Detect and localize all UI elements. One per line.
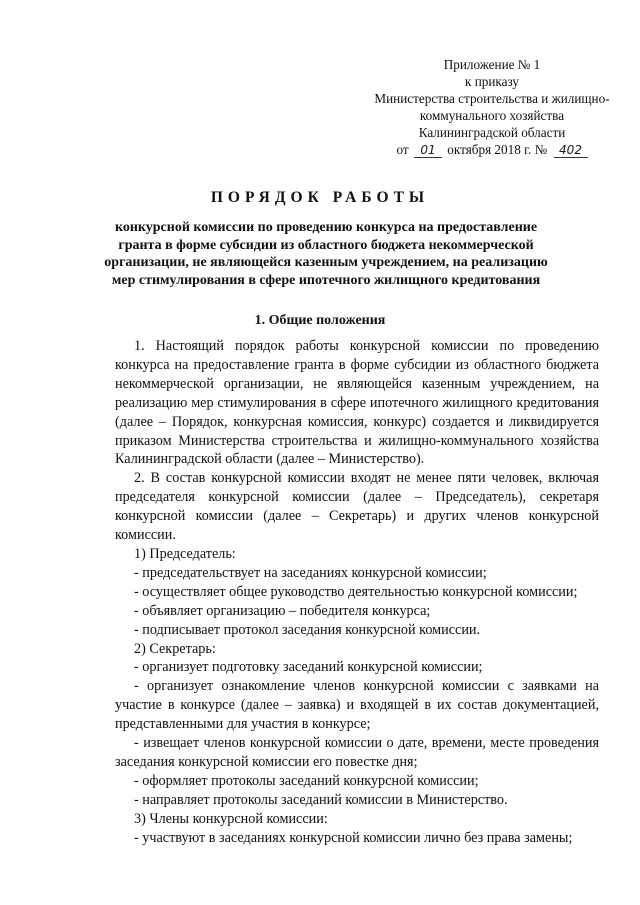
list-item: - извещает членов конкурсной комиссии о дате, времени, месте проведения заседания конкурсной комиссии его повестке дня; [115,735,599,770]
paragraph-2: 2. В состав конкурсной комиссии входят не менее пяти человек, включая председателя конкурсной комиссии (далее – Председатель), секретаря конкурсной комиссии (далее – Секретарь) и других членов конкурсной комиссии. [115,470,599,544]
list-item: - оформляет протоколы заседаний конкурсной комиссии; [134,772,479,789]
document-subtitle: конкурсной комиссии по проведению конкурса на предоставление гранта в форме субсидии из областного бюджета некоммерческой организации, не являющейся казенным учреждением, на реализацию мер стимулирования в сфере ипотечного жилищного кредитования [104,220,548,288]
list-heading-secretary: 2) Секретарь: [134,640,216,657]
list-heading-chair: 1) Председатель: [134,545,236,562]
list-item: - осуществляет общее руководство деятельностью конкурсной комиссии; [134,583,578,600]
list-item: - организует подготовку заседаний конкурсной комиссии; [134,659,483,676]
appendix-line-1: Приложение № 1 [443,57,541,72]
appendix-date-line [372,141,612,158]
appendix-line-2: к приказу [465,74,519,89]
list-item: - объявляет организацию – победителя конкурса; [134,602,431,619]
list-item: - участвуют в заседаниях конкурсной комиссии лично без права замены; [134,829,573,846]
section-heading: 1. Общие положения [254,313,386,328]
document-body [115,337,599,847]
list-item: - организует ознакомление членов конкурсной комиссии с заявками на участие в конкурсе (далее – заявка) и входящей в их состав документацией, представленными для участия в конкурсе; [115,678,599,733]
appendix-line-4: коммунального хозяйства [419,108,565,123]
handwritten-day: 01 [414,144,442,158]
date-rest: октября 2018 г. № [447,142,548,157]
handwritten-order-number: 402 [554,144,588,158]
appendix-block [372,56,612,158]
list-item: - направляет протоколы заседаний комиссии в Министерство. [134,791,508,808]
list-item: - председательствует на заседаниях конкурсной комиссии; [134,564,487,581]
document-title: ПОРЯДОК РАБОТЫ [210,189,430,206]
date-prefix: от [396,142,409,157]
appendix-line-5: Калининградской области [418,125,566,140]
list-heading-members: 3) Члены конкурсной комиссии: [134,810,328,827]
list-item: - подписывает протокол заседания конкурсной комиссии. [134,621,481,638]
appendix-line-3: Министерства строительства и жилищно- [374,91,610,106]
paragraph-1: 1. Настоящий порядок работы конкурсной комиссии по проведению конкурса на предоставление гранта в форме субсидии из областного бюджета некоммерческой организации, не являющейся казенным учреждением, на реализацию мер стимулирования в сфере ипотечного жилищного кредитования (далее – Порядок, конкурсная комиссия, конкурс) создается и ликвидируется приказом Министерства строительства и жилищно-коммунального хозяйства Калининградской области (далее – Министерство). [115,338,599,468]
